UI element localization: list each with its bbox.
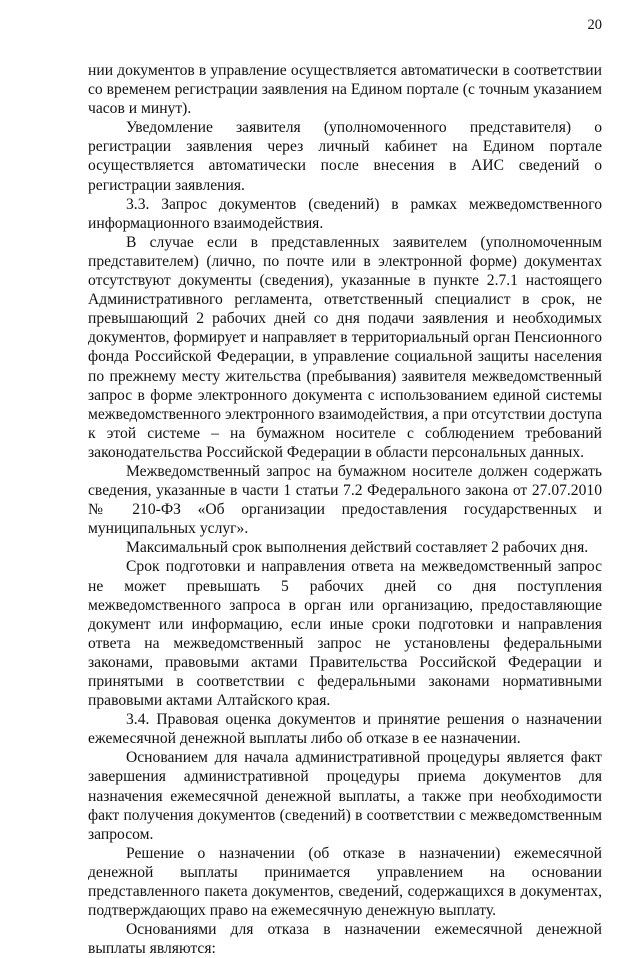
paragraph: В случае если в представленных заявителем (уполномоченным представителем) (лично, по почте или в электронной форме) документах отсутствуют документы (сведения), указанные в пункте 2.7.1 настоящего Административного регламента, ответственный специалист в срок, не превышающий 2 рабочих дней со дня подачи заявления и необходимых документов, формирует и направляет в территориальный орган Пенсионного фонда Российской Федерации, в управление социальной защиты населения по прежнему месту жительства (пребывания) заявителя межведомственный запрос в форме электронного документа с использованием единой системы межведомственного электронного взаимодействия, а при отсутствии доступа к этой системе – на бумажном носителе с соблюдением требований законодательства Российской Федерации в области персональных данных. bbox=[88, 233, 602, 461]
paragraph: нии документов в управление осуществляется автоматически в соответствии со временем регистрации заявления на Едином портале (с точным указанием часов и минут). bbox=[88, 62, 602, 118]
paragraph: 3.3. Запрос документов (сведений) в рамках межведомственного информационного взаимодействия. bbox=[88, 195, 602, 232]
paragraph: Основаниями для отказа в назначении ежемесячной денежной выплаты являются: bbox=[88, 921, 602, 958]
paragraph: Межведомственный запрос на бумажном носителе должен содержать сведения, указанные в части 1 статьи 7.2 Федерального закона от 27.07.2010 № 210-ФЗ «Об организации предоставления государственных и муниципальных услуг». bbox=[88, 462, 602, 538]
paragraph: Максимальный срок выполнения действий составляет 2 рабочих дня. bbox=[126, 539, 589, 557]
paragraph: Решение о назначении (об отказе в назначении) ежемесячной денежной выплаты принимается управлением на основании представленного пакета документов, сведений, содержащихся в документах, подтверждающих право на ежемесячную денежную выплату. bbox=[88, 844, 602, 920]
paragraph: Уведомление заявителя (уполномоченного представителя) о регистрации заявления через личный кабинет на Едином портале осуществляется автоматически после внесения в АИС сведений о регистрации заявления. bbox=[88, 119, 602, 194]
page-number: 20 bbox=[587, 17, 602, 33]
paragraph: Основанием для начала административной процедуры является факт завершения административной процедуры приема документов для назначения ежемесячной денежной выплаты, а также при необходимости факт получения документов (сведений) в соответствии с межведомственным запросом. bbox=[88, 749, 602, 843]
document-body bbox=[88, 61, 602, 958]
paragraph: Срок подготовки и направления ответа на межведомственный запрос не может превышать 5 рабочих дней со дня поступления межведомственного запроса в орган или организацию, предоставляющие документ или информацию, если иные сроки подготовки и направления ответа на межведомственный запрос не установлены федеральными законами, правовыми актами Правительства Российской Федерации и принятыми в соответствии с федеральными законами нормативными правовыми актами Алтайского края. bbox=[88, 558, 602, 710]
paragraph: 3.4. Правовая оценка документов и принятие решения о назначении ежемесячной денежной выплаты либо об отказе в ее назначении. bbox=[88, 711, 602, 748]
